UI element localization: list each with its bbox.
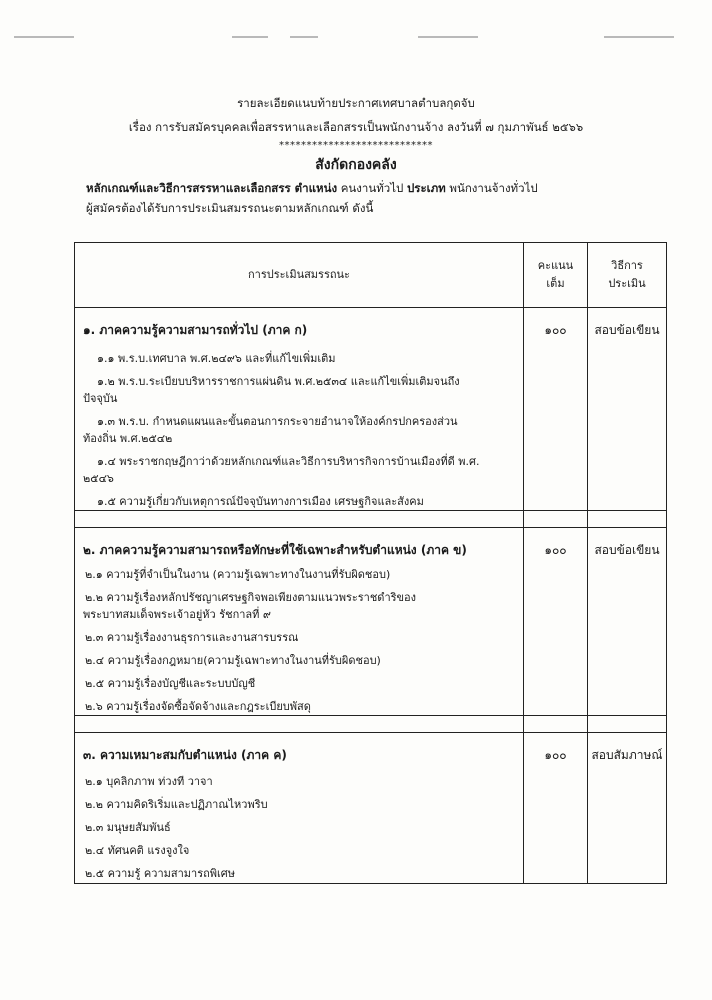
table-row-spacer	[75, 716, 667, 733]
position-name: คนงานทั่วไป	[337, 181, 407, 195]
table-row	[75, 528, 667, 716]
type-value: พนักงานจ้างทั่วไป	[445, 181, 538, 195]
type-label: ประเภท	[407, 181, 446, 195]
list-item: ๑.๕ ความรู้เกี่ยวกับเหตุการณ์ปัจจุบันทางการเมือง เศรษฐกิจและสังคม	[97, 495, 424, 508]
scan-artifact	[604, 36, 674, 38]
list-item: ๒.๖ ความรู้เรื่องจัดซื้อจัดจ้างและกฎระเบียบพัสดุ	[85, 700, 311, 713]
list-item: ๑.๒ พ.ร.บ.ระเบียบบริหารราชการแผ่นดิน พ.ศ.๒๕๓๔ และแก้ไขเพิ่มเติมจนถึง	[97, 375, 460, 388]
section-title: ๒. ภาคความรู้ความสามารถหรือทักษะที่ใช้เฉพาะสำหรับตำแหน่ง (ภาค ข)	[83, 543, 467, 557]
list-item: ๑.๑ พ.ร.บ.เทศบาล พ.ศ.๒๔๙๖ และที่แก้ไขเพิ่มเติม	[97, 352, 336, 365]
section-2-score: ๑๐๐	[524, 528, 588, 716]
scan-artifact	[232, 36, 268, 38]
scan-artifact	[14, 36, 74, 38]
criteria-label: หลักเกณฑ์และวิธีการสรรหาและเลือกสรร ตำแหน่ง	[86, 181, 338, 195]
separator-stars: ****************************	[279, 140, 433, 151]
criteria-note: ผู้สมัครต้องได้รับการประเมินสมรรถนะตามหลักเกณฑ์ ดังนี้	[86, 201, 374, 215]
table-row	[75, 733, 667, 884]
table-row	[75, 308, 667, 511]
scan-artifact	[418, 36, 478, 38]
section-3-cell	[75, 733, 524, 884]
section-3-method: สอบสัมภาษณ์	[588, 733, 667, 884]
section-2-method: สอบข้อเขียน	[588, 528, 667, 716]
list-item: ๒.๔ ความรู้เรื่องกฎหมาย(ความรู้เฉพาะทางในงานที่รับผิดชอบ)	[85, 654, 381, 667]
document-subject-line: เรื่อง การรับสมัครบุคคลเพื่อสรรหาและเลือกสรรเป็นพนักงานจ้าง ลงวันที่ ๗ กุมภาพันธ์ ๒๕๖๖	[128, 120, 584, 134]
section-3-score: ๑๐๐	[524, 733, 588, 884]
list-item: ๑.๓ พ.ร.บ. กำหนดแผนและขั้นตอนการกระจายอำนาจให้องค์กรปกครองส่วน	[97, 415, 458, 428]
table-header-row	[75, 243, 667, 308]
assessment-table	[74, 242, 667, 884]
list-item: ๒.๕ ความรู้เรื่องบัญชีและระบบบัญชี	[85, 677, 256, 690]
scan-artifact	[290, 36, 318, 38]
header-method	[588, 243, 667, 308]
section-1-method: สอบข้อเขียน	[588, 308, 667, 511]
document-header-line1: รายละเอียดแนบท้ายประกาศเทศบาลตำบลกุดจับ	[237, 96, 475, 110]
section-title: ๑. ภาคความรู้ความสามารถทั่วไป (ภาค ก)	[83, 323, 308, 337]
table-row-spacer	[75, 511, 667, 528]
header-method-line2: ประเมิน	[608, 277, 646, 290]
list-item: ๒.๑ บุคลิกภาพ ท่วงที วาจา	[85, 775, 213, 788]
list-item: ๑.๔ พระราชกฤษฎีกาว่าด้วยหลักเกณฑ์และวิธีการบริหารกิจการบ้านเมืองที่ดี พ.ศ.	[97, 455, 480, 468]
list-item-continuation: ท้องถิ่น พ.ศ.๒๕๔๒	[83, 432, 173, 445]
list-item: ๒.๓ ความรู้เรื่องงานธุรการและงานสารบรรณ	[85, 631, 299, 644]
list-item: ๒.๓ มนุษยสัมพันธ์	[85, 821, 171, 834]
list-item-continuation: ปัจจุบัน	[83, 392, 118, 405]
section-title: ๓. ความเหมาะสมกับตำแหน่ง (ภาค ค)	[83, 748, 287, 762]
header-method-line1: วิธีการ	[611, 259, 643, 272]
header-score	[524, 243, 588, 308]
list-item: ๒.๔ ทัศนคติ แรงจูงใจ	[85, 844, 190, 857]
section-2-cell	[75, 528, 524, 716]
list-item: ๒.๒ ความคิดริเริ่มและปฏิภาณไหวพริบ	[85, 798, 268, 811]
header-score-line1: คะแนน	[537, 259, 574, 272]
list-item: ๒.๕ ความรู้ ความสามารถพิเศษ	[85, 867, 236, 880]
list-item: ๒.๑ ความรู้ที่จำเป็นในงาน (ความรู้เฉพาะทางในงานที่รับผิดชอบ)	[85, 568, 391, 581]
list-item-continuation: พระบาทสมเด็จพระเจ้าอยู่หัว รัชกาลที่ ๙	[83, 608, 271, 621]
header-assessment: การประเมินสมรรถนะ	[75, 243, 524, 308]
section-1-score: ๑๐๐	[524, 308, 588, 511]
list-item-continuation: ๒๕๔๖	[83, 472, 114, 485]
criteria-line	[86, 179, 538, 197]
section-1-cell	[75, 308, 524, 511]
list-item: ๒.๒ ความรู้เรื่องหลักปรัชญาเศรษฐกิจพอเพียงตามแนวพระราชดำริของ	[85, 591, 417, 604]
department-title: สังกัดกองคลัง	[315, 157, 397, 173]
header-score-line2: เต็ม	[546, 277, 565, 290]
